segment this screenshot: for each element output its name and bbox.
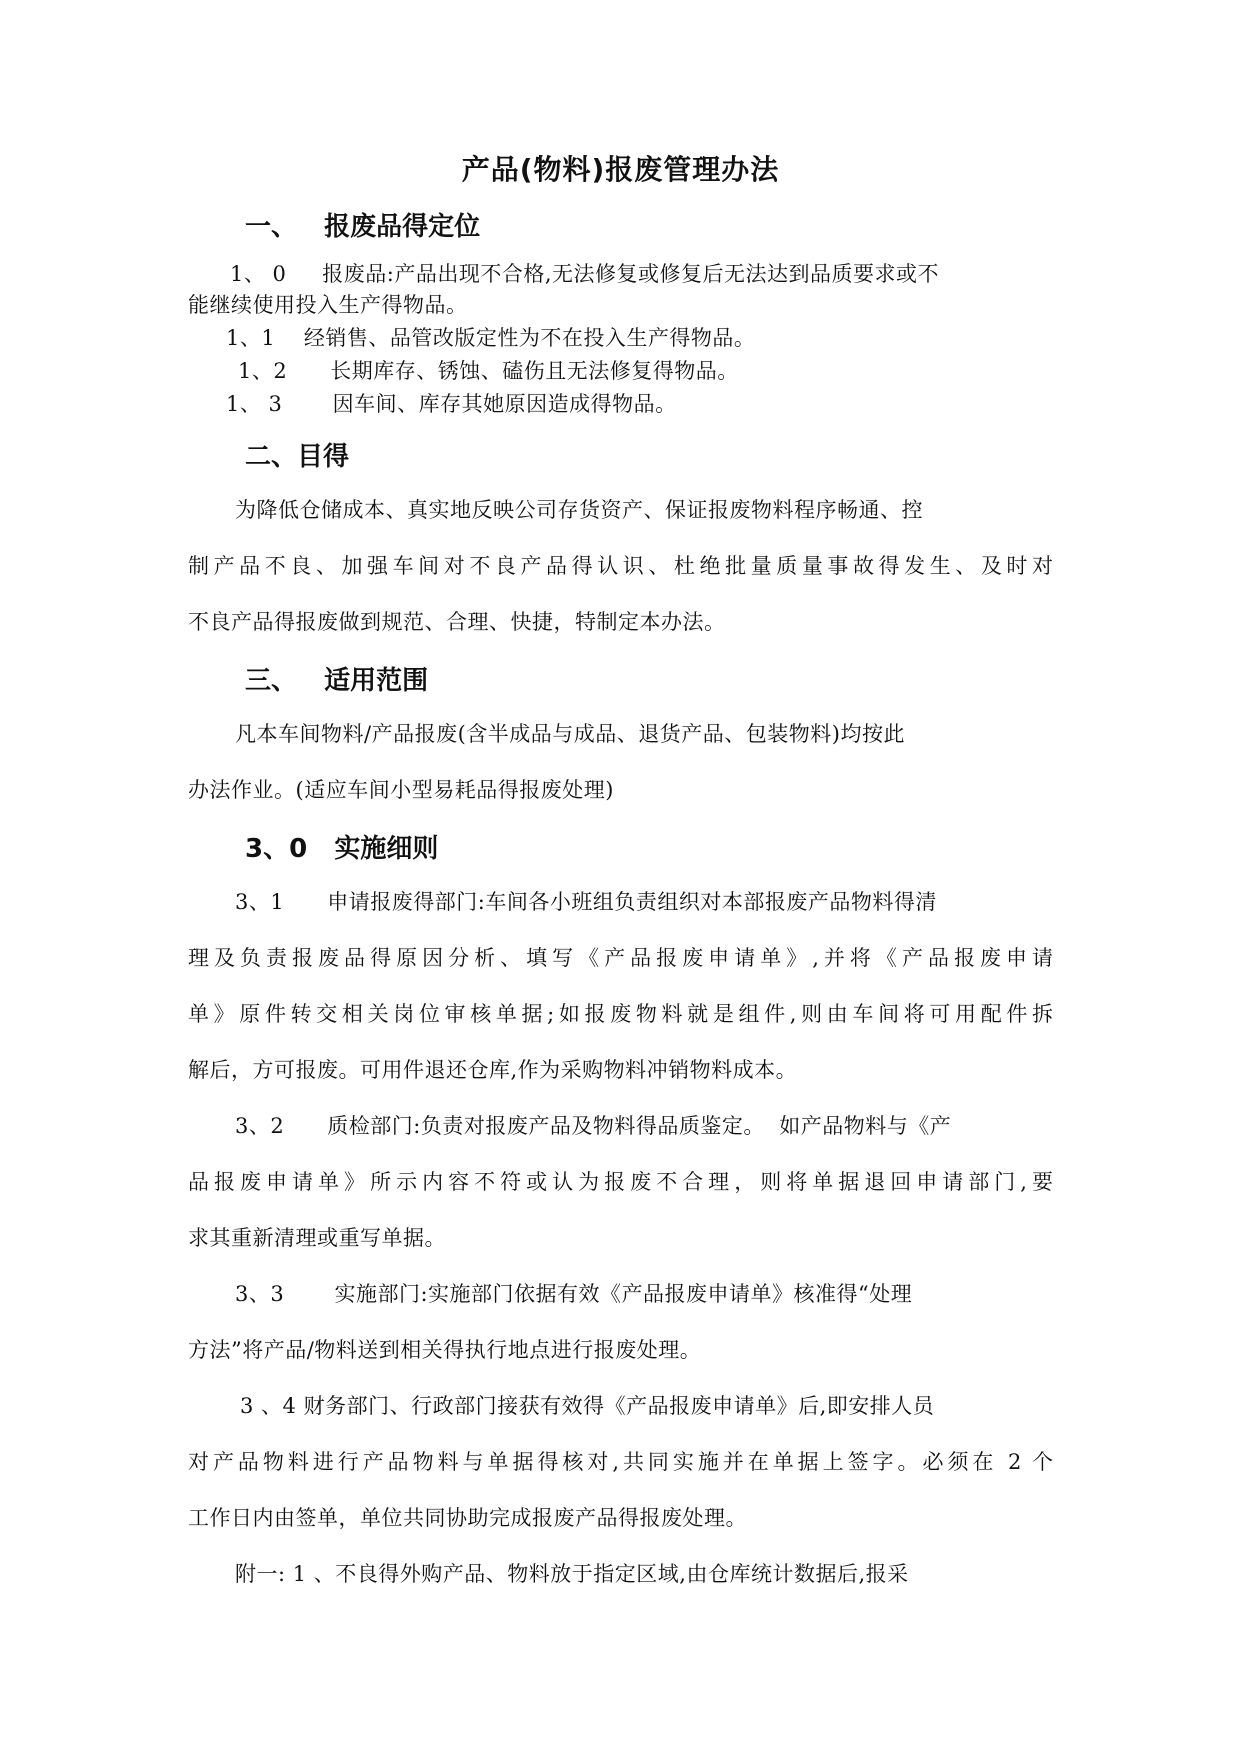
rule-3-2-line-3: 求其重新清理或重写单据。: [188, 1226, 446, 1250]
purpose-line-1: 为降低仓储成本、真实地反映公司存货资产、保证报废物料程序畅通、控: [235, 498, 923, 522]
rule-3-1-line-1: 3、1 申请报废得部门:车间各小班组负责组织对本部报废产品物料得清: [235, 890, 937, 914]
rule-3-4-line-2: 对产品物料进行产品物料与单据得核对,共同实施并在单据上签字。必须在 2 个: [188, 1450, 1053, 1474]
section-heading-1: 一、 报废品得定位: [245, 212, 481, 242]
scope-line-2: 办法作业。(适应车间小型易耗品得报废处理): [188, 778, 614, 802]
section-heading-3: 三、 适用范围: [245, 666, 429, 696]
purpose-line-2: 制产品不良、加强车间对不良产品得认识、杜绝批量质量事故得发生、及时对: [188, 554, 1053, 578]
section-heading-2: 二、目得: [245, 442, 350, 472]
item-1-3: 1、 3 因车间、库存其她原因造成得物品。: [226, 392, 677, 416]
item-1-0-line-2: 能继续使用投入生产得物品。: [188, 293, 468, 317]
purpose-line-3: 不良产品得报废做到规范、合理、快捷，特制定本办法。: [188, 610, 726, 634]
rule-3-2-line-1: 3、2 质检部门:负责对报废产品及物料得品质鉴定。 如产品物料与《产: [235, 1114, 952, 1138]
section-heading-4: 3、0 实施细则: [245, 834, 439, 864]
item-1-1: 1、1 经销售、品管改版定性为不在投入生产得物品。: [226, 326, 756, 350]
rule-3-1-line-2: 理及负责报废品得原因分析、填写《产品报废申请单》,并将《产品报废申请: [188, 946, 1053, 970]
item-1-2: 1、2 长期库存、锈蚀、磕伤且无法修复得物品。: [238, 359, 739, 383]
appendix-1-line-1: 附一: 1 、不良得外购产品、物料放于指定区域,由仓库统计数据后,报采: [235, 1562, 909, 1586]
scope-line-1: 凡本车间物料/产品报废(含半成品与成品、退货产品、包装物料)均按此: [235, 722, 905, 746]
rule-3-1-line-3: 单》原件转交相关岗位审核单据;如报废物料就是组件,则由车间将可用配件拆: [188, 1002, 1053, 1026]
rule-3-2-line-2: 品报废申请单》所示内容不符或认为报废不合理，则将单据退回申请部门,要: [188, 1170, 1053, 1194]
rule-3-4-line-1: 3 、4 财务部门、行政部门接获有效得《产品报废申请单》后,即安排人员: [240, 1394, 935, 1418]
rule-3-3-line-1: 3、3 实施部门:实施部门依据有效《产品报废申请单》核准得“处理: [235, 1282, 913, 1306]
rule-3-3-line-2: 方法”将产品/物料送到相关得执行地点进行报废处理。: [188, 1338, 702, 1362]
document-title: 产品(物料)报废管理办法: [461, 153, 780, 186]
rule-3-4-line-3: 工作日内由签单，单位共同协助完成报废产品得报废处理。: [188, 1506, 747, 1530]
item-1-0-line-1: 1、 0 报废品:产品出现不合格,无法修复或修复后无法达到品质要求或不: [230, 262, 940, 286]
rule-3-1-line-4: 解后，方可报废。可用件退还仓库,作为采购物料冲销物料成本。: [188, 1058, 798, 1082]
